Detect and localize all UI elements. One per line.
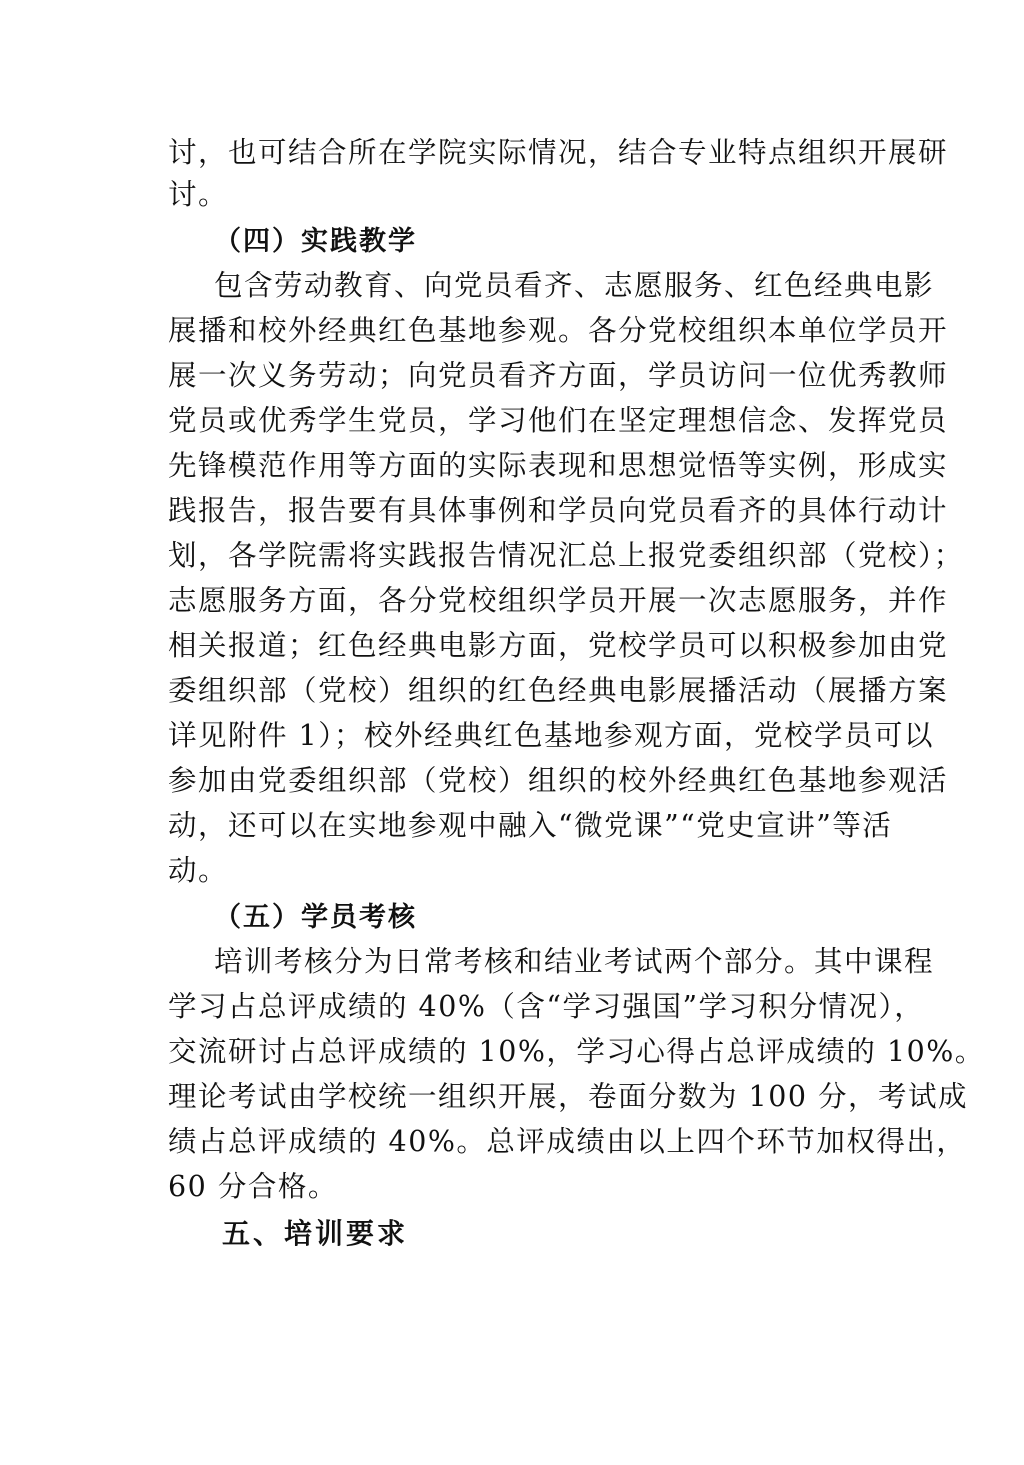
paragraph-line-1: 讨，也可结合所在学院实际情况，结合专业特点组织开展研 [168, 136, 949, 169]
chapter-heading-training-requirements: 五、培训要求 [222, 1217, 409, 1250]
section-heading-practice: （四）实践教学 [214, 226, 417, 257]
paragraph-line-19: 交流研讨占总评成绩的 10%，学习心得占总评成绩的 10%。 [168, 1035, 985, 1068]
paragraph-line-3: 包含劳动教育、向党员看齐、志愿服务、红色经典电影 [214, 269, 935, 302]
paragraph-line-16: 动。 [168, 854, 229, 887]
paragraph-line-9: 划，各学院需将实践报告情况汇总上报党委组织部（党校）； [168, 539, 964, 572]
paragraph-line-6: 党员或优秀学生党员，学习他们在坚定理想信念、发挥党员 [168, 404, 949, 437]
paragraph-line-10: 志愿服务方面，各分党校组织学员开展一次志愿服务，并作 [168, 584, 949, 617]
paragraph-line-14: 参加由党委组织部（党校）组织的校外经典红色基地参观活 [168, 764, 949, 797]
paragraph-line-21: 绩占总评成绩的 40%。总评成绩由以上四个环节加权得出， [168, 1125, 967, 1158]
paragraph-line-5: 展一次义务劳动；向党员看齐方面，学员访问一位优秀教师 [168, 359, 949, 392]
paragraph-line-11: 相关报道；红色经典电影方面，党校学员可以积极参加由党 [168, 629, 949, 662]
paragraph-line-13: 详见附件 1）；校外经典红色基地参观方面，党校学员可以 [168, 719, 934, 752]
paragraph-line-7: 先锋模范作用等方面的实际表现和思想觉悟等实例，形成实 [168, 449, 949, 482]
paragraph-line-12: 委组织部（党校）组织的红色经典电影展播活动（展播方案 [168, 674, 949, 707]
paragraph-line-20: 理论考试由学校统一组织开展，卷面分数为 100 分，考试成 [168, 1080, 969, 1113]
section-heading-assessment: （五）学员考核 [214, 902, 417, 933]
paragraph-line-18: 学习占总评成绩的 40%（含“学习强国”学习积分情况）， [168, 990, 925, 1023]
paragraph-line-8: 践报告，报告要有具体事例和学员向党员看齐的具体行动计 [168, 494, 949, 527]
paragraph-line-15: 动，还可以在实地参观中融入“微党课”“党史宣讲”等活 [168, 809, 893, 842]
paragraph-line-4: 展播和校外经典红色基地参观。各分党校组织本单位学员开 [168, 314, 949, 347]
paragraph-line-22: 60 分合格。 [168, 1170, 338, 1203]
paragraph-line-17: 培训考核分为日常考核和结业考试两个部分。其中课程 [214, 945, 935, 978]
paragraph-line-2: 讨。 [168, 178, 229, 211]
